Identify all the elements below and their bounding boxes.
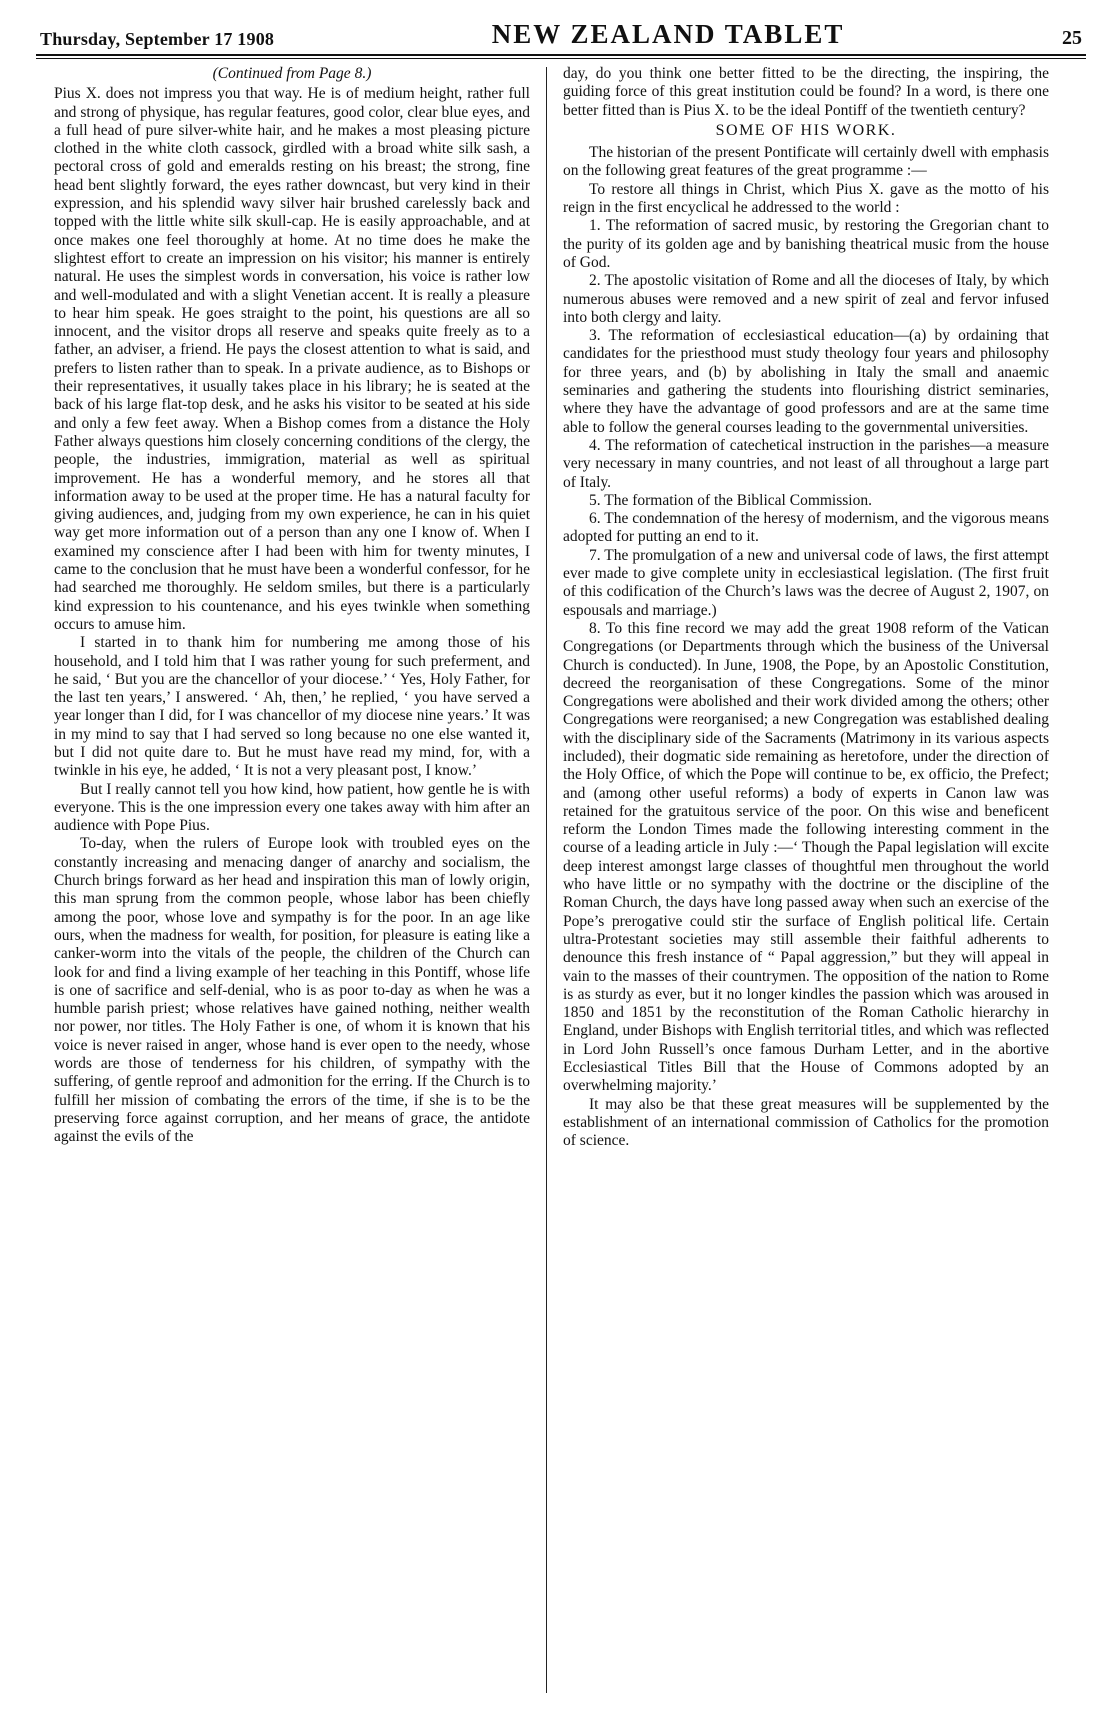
article-paragraph: day, do you think one better fitted to be the directing, the inspiring, the guiding force of this great institution could be found? In a word, is there one better fitted than is Pius X. to be the ideal Pontiff of the twentieth century? [563,65,1049,119]
right-column [547,65,1057,1699]
section-heading: SOME OF HIS WORK. [715,121,897,139]
list-item: It may also be that these great measures will be supplemented by the establishment of an international commission of Catholics for the promotion of science. [563,1095,1049,1150]
article-paragraph: The historian of the present Pontificate will certainly dwell with emphasis on the following great features of the great programme :— [563,144,1049,180]
list-item: 1. The reformation of sacred music, by restoring the Gregorian chant to the purity of its golden age and by banishing theatrical music from the house of God. [563,217,1049,271]
list-item: 5. The formation of the Biblical Commission. [589,491,872,509]
article-paragraph: To-day, when the rulers of Europe look with troubled eyes on the constantly increasing and menacing danger of anarchy and socialism, the Church brings forward as her head and inspiration this man of lowly origin, this man sprung from the common people, whose labor has been chiefly among the poor, whose love and sympathy is for the poor. In an age like ours, when the madness for wealth, for position, for pleasure is eating like a canker-worm into the vitals of the people, the children of the Church can look for and find a living example of her teaching in this Pontiff, whose life is one of sacrifice and self-denial, who is as poor to-day as when he was a humble parish priest; whose relatives have gained nothing, neither wealth nor power, nor titles. The Holy Father is one, of whom it is known that his voice is never raised in anger, whose hand is ever open to the needy, whose words are those of tenderness for his children, of sympathy with the suffering, of gentle reproof and admonition for the erring. If the Church is to fulfill her mission of combating the errors of the time, if she is to be the preserving force against corruption, and her means of grace, the antidote against the evils of the [54,835,530,1146]
page-number: 25 [1062,27,1082,49]
publication-title: NEW ZEALAND TABLET [491,19,845,49]
issue-date: Thursday, September 17 1908 [40,29,275,49]
list-item: 8. To this fine record we may add the great 1908 reform of the Vatican Congregations (or Departments through which the business of the Universal Church is conducted). In June, 1908, the Pope, by an Apostolic Constitution, decreed the reorganisation of these Congregations. Some of the minor Congregations were abolished and their work divided among the others; other Congregations were reorganised; a new Congregation was established dealing with the disciplinary side of the Sacraments (Matrimony in its various aspects included), their dogmatic side remaining as heretofore, under the direction of the Holy Office, of which the Pope will continue to be, ex officio, the Prefect; and (among other useful reforms) a body of experts in Canon law was retained for the gratuitous service of the poor. On this wise and beneficent reform the London Times made the following interesting comment in the course of a leading article in July :—‘ Though the Papal legislation will excite deep interest amongst large classes of thoughtful men throughout the world who have little or no sympathy with the doctrine or the discipline of the Roman Church, the days have long passed away when such an exercise of the Pope’s prerogative could stir the surface of English political life. Certain ultra-Protestant societies may still assemble their faithful adherents to denounce this fresh instance of “ Papal aggression,” but they will appeal in vain to the masses of their countrymen. The opposition of the nation to Rome is as sturdy as ever, but it no longer kindles the passion which was aroused in 1850 and 1851 by the reconstitution of the Roman Catholic hierarchy in England, under Bishops with English territorial titles, and which was reflected in Lord John Russell’s once famous Durham Letter, and in the abortive Ecclesiastical Titles Bill that the House of Commons adopted by an overwhelming majority.’ [563,619,1049,1095]
article-paragraph: But I really cannot tell you how kind, how patient, how gentle he is with everyone. This is the one impression every one takes away with him after an audience with Pope Pius. [54,780,530,835]
article-paragraph: I started in to thank him for numbering me among those of his household, and I told him that I was rather young for such preferment, and he said, ‘ But you are the chancellor of your diocese.’ ‘ Yes, Holy Father, for the last ten years,’ I answered. ‘ Ah, then,’ he replied, ‘ you have served a year longer than I did, for I was chancellor of my diocese nine years.’ It was in my mind to say that I had served so long because no one else wanted it, but I did not quite dare to. But he must have read my mind, for, with a twinkle in his eye, he added, ‘ It is not a very pleasant post, I know.’ [54,634,530,780]
continued-note: (Continued from Page 8.) [212,65,372,82]
header-rule [36,54,1086,56]
list-item: 4. The reformation of catechetical instruction in the parishes—a measure very necessary in many countries, and not least of all throughout a large part of Italy. [563,436,1049,491]
article-paragraph: To restore all things in Christ, which Pius X. gave as the motto of his reign in the first encyclical he addressed to the world : [563,180,1049,217]
list-item: 7. The promulgation of a new and universal code of laws, the first attempt ever made to give complete unity in ecclesiastical legislation. (The first fruit of this codification of the Church’s laws was the decree of August 2, 1907, on espousals and marriage.) [563,546,1049,619]
masthead [36,10,1086,54]
left-column [36,65,546,1699]
article-columns [36,59,1086,1699]
list-item: 2. The apostolic visitation of Rome and all the dioceses of Italy, by which numerous abuses were removed and a new spirit of zeal and fervor infused into both clergy and laity. [563,272,1049,326]
article-paragraph: Pius X. does not impress you that way. He is of medium height, rather full and strong of physique, has regular features, good color, clear blue eyes, and a full head of pure silver-white hair, and he makes a most pleasing picture clothed in the white cloth cassock, girdled with a broad white silk sash, a pectoral cross of gold and emeralds resting on his breast; the strong, fine head bent slightly forward, the eyes rather downcast, but very kind in their expression, and his splendid wavy silver hair brushed carelessly back and topped with the little white silk skull-cap. He is easily approachable, and at once makes one feel thoroughly at home. At no time does he make the slightest effort to create an impression on his visitor; his manner is entirely natural. He uses the simplest words in conversation, his voice is rather low and well-modulated and with a slight Venetian accent. It is really a pleasure to hear him speak. He goes straight to the point, his questions are all so innocent, and the visitor drops all reserve and speaks quite freely as to a father, an adviser, a friend. He pays the closest attention to what is said, and prefers to listen rather than to speak. In a private audience, as to Bishops or their representatives, it usually takes place in his library; he is seated at the back of his large flat-top desk, and he asks his visitor to be seated at his side and only a few feet away. When a Bishop comes from a distance the Holy Father always questions him closely concerning conditions of the clergy, the people, the industries, immigration, material as well as spiritual improvement. He has a wonderful memory, and he stores all that information away to be used at the proper time. He has a natural faculty for giving audiences, and, judging from my own experience, he can in his quiet way get more information out of a person than any one I know of. When I examined my conscience after I had been with him for twenty minutes, I came to the conclusion that he must have been a wonderful confessor, for he had searched me thoroughly. He seldom smiles, but there is a particularly kind expression to his countenance, and his eyes twinkle when something occurs to amuse him. [54,85,530,633]
list-item: 3. The reformation of ecclesiastical education—(a) by ordaining that candidates for the priesthood must study theology four years and philosophy for three years, and (b) by abolishing in Italy the small and anaemic seminaries and gathering the students into flourishing district seminaries, where they have the advantage of good professors and are at the same time able to follow the general courses leading to the governmental universities. [563,327,1049,436]
list-item: 6. The condemnation of the heresy of modernism, and the vigorous means adopted for putting an end to it. [563,510,1049,546]
